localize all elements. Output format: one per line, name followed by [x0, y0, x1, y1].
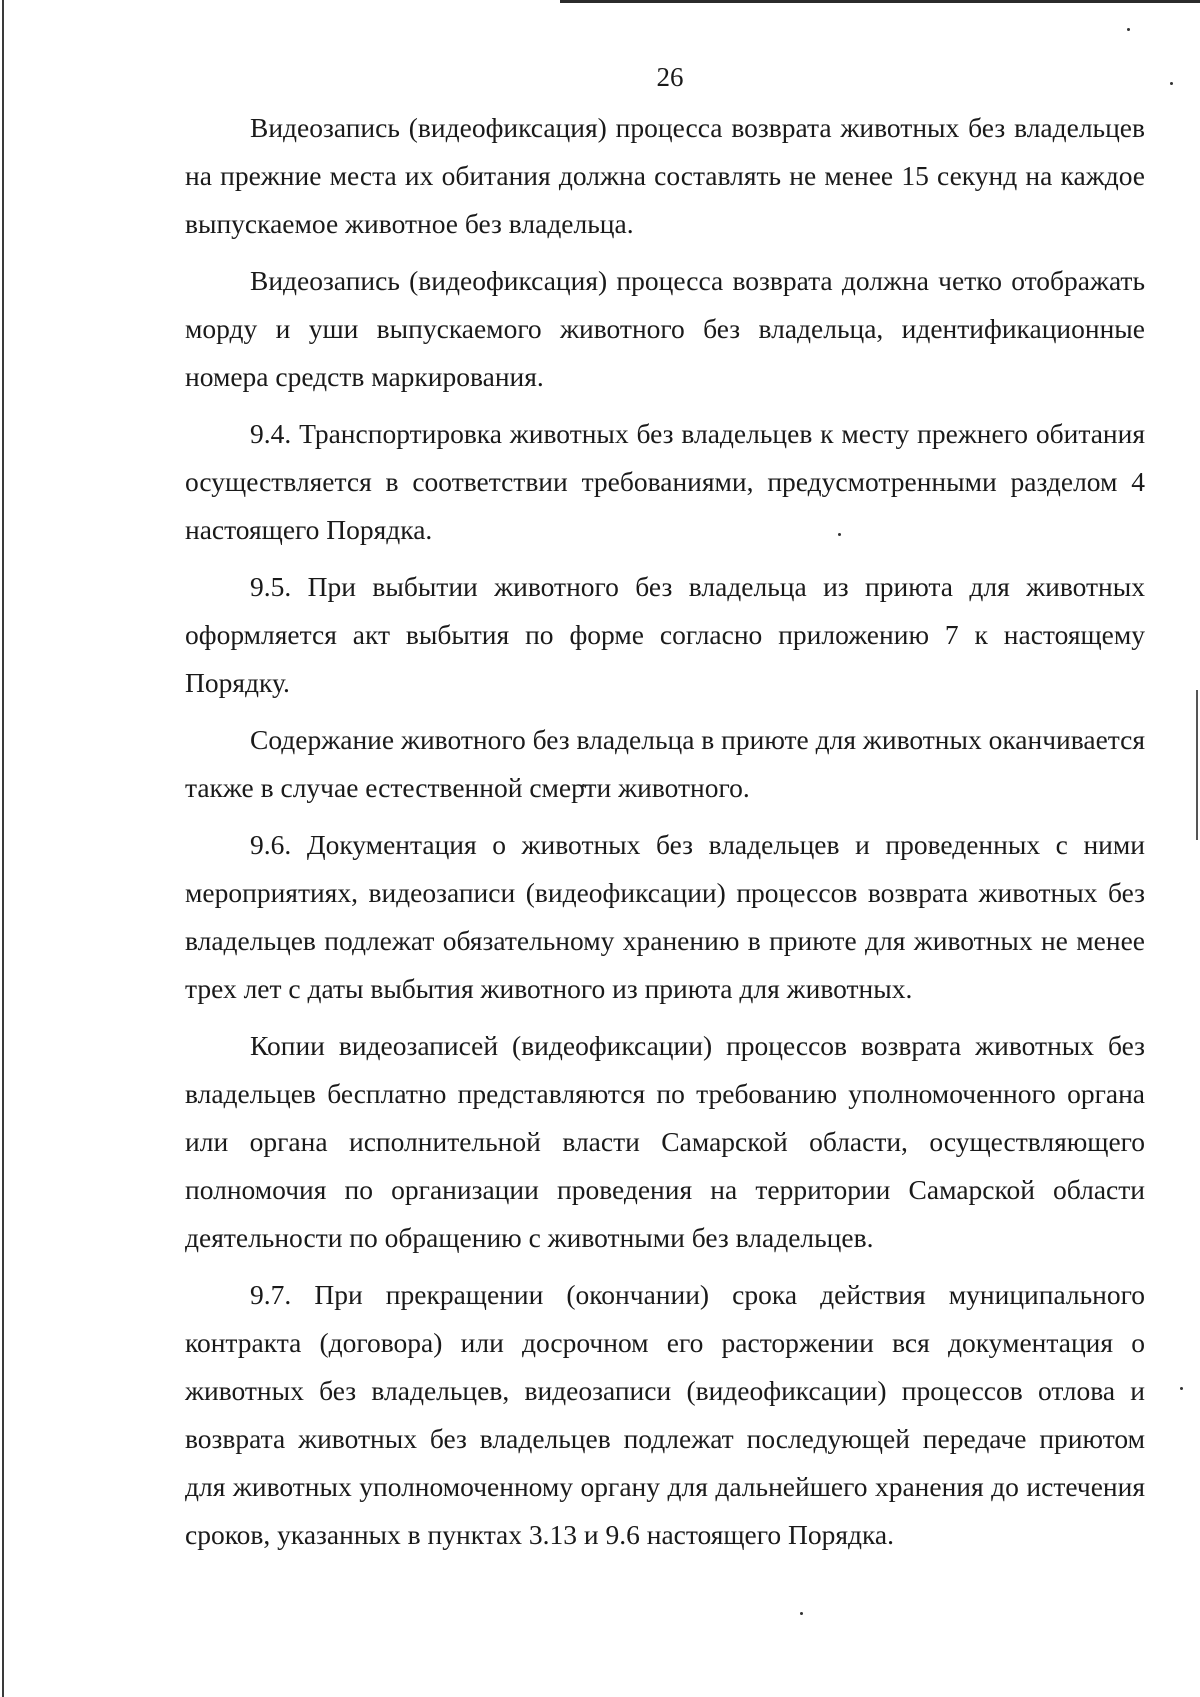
- document-body: [185, 104, 1145, 1568]
- page-number: 26: [656, 62, 684, 92]
- scan-edge-top: [560, 0, 1200, 3]
- scan-speck: [1127, 28, 1130, 31]
- paragraph-copies: Копии видеозаписей (видеофиксации) процессов возврата животных без владельцев бесплатно представляются по требованию уполномоченного органа или органа исполнительной власти Самарской области, осуществляющего полномочия по организации проведения на территории Самарской области деятельности по обращению с животными без владельцев.: [185, 1030, 1145, 1253]
- paragraph-9-7: 9.7. При прекращении (окончании) срока действия муниципального контракта (договора) или досрочном его расторжении вся документация о животных без владельцев, видеозаписи (видеофиксации) процессов отлова и возврата животных без владельцев подлежат последующей передаче приютом для животных уполномоченному органу для дальнейшего хранения до истечения сроков, указанных в пунктах 3.13 и 9.6 настоящего Порядка.: [185, 1279, 1145, 1550]
- paragraph-9-6: 9.6. Документация о животных без владельцев и проведенных с ними мероприятиях, видеозаписи (видеофиксации) процессов возврата животных без владельцев подлежат обязательному хранению в приюте для животных не менее трех лет с даты выбытия животного из приюта для животных.: [185, 829, 1145, 1004]
- paragraph-video-content: Видеозапись (видеофиксация) процесса возврата должна четко отображать морду и уши выпускаемого животного без владельца, идентификационные номера средств маркирования.: [185, 265, 1145, 392]
- paragraph-9-5: 9.5. При выбытии животного без владельца из приюта для животных оформляется акт выбытия по форме согласно приложению 7 к настоящему Порядку.: [185, 571, 1145, 698]
- scan-speck: [800, 1612, 803, 1615]
- paragraph-video-duration: Видеозапись (видеофиксация) процесса возврата животных без владельцев на прежние места их обитания должна составлять не менее 15 секунд на каждое выпускаемое животное без владельца.: [185, 112, 1145, 239]
- scan-edge-left: [2, 0, 4, 1697]
- scan-speck: [1180, 1387, 1183, 1390]
- paragraph-9-4: 9.4. Транспортировка животных без владельцев к месту прежнего обитания осуществляется в соответствии требованиями, предусмотренными разделом 4 настоящего Порядка.: [185, 418, 1145, 545]
- paragraph-natural-death: Содержание животного без владельца в приюте для животных оканчивается также в случае естественной смерти животного.: [185, 724, 1145, 803]
- scan-edge-right: [1196, 690, 1198, 840]
